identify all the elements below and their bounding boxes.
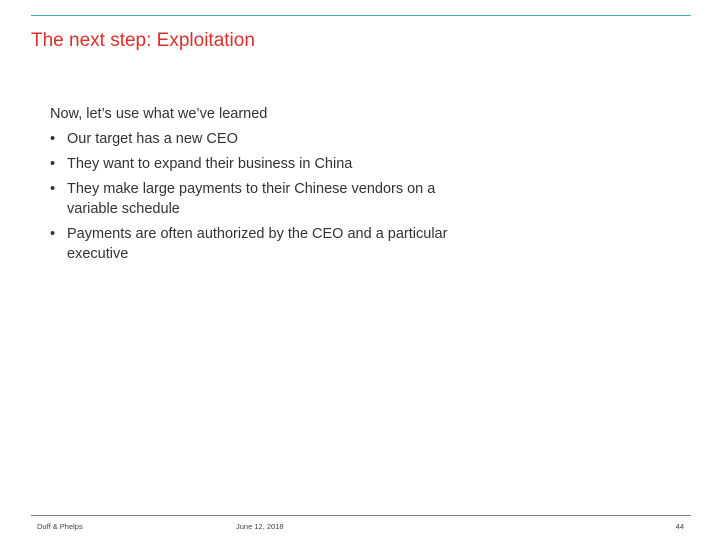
bullet-text: Payments are often authorized by the CEO and a particular executive	[67, 226, 448, 262]
slide-content	[50, 104, 490, 269]
top-divider	[31, 15, 691, 16]
bullet-list	[50, 129, 490, 264]
bullet-icon: •	[50, 131, 56, 147]
bullet-item	[50, 129, 490, 149]
bullet-text: Our target has a new CEO	[67, 131, 238, 147]
lead-text: Now, let’s use what we’ve learned	[50, 106, 268, 122]
bullet-item	[50, 154, 490, 174]
bullet-item	[50, 179, 490, 219]
footer-company: Duff & Phelps	[37, 522, 83, 531]
slide-title: The next step: Exploitation	[31, 30, 255, 51]
footer-date: June 12, 2018	[236, 522, 284, 531]
bullet-icon: •	[50, 181, 56, 197]
bullet-icon: •	[50, 156, 56, 172]
footer-divider	[31, 515, 691, 516]
bullet-item	[50, 224, 490, 264]
bullet-text: They want to expand their business in China	[67, 156, 353, 172]
bullet-text: They make large payments to their Chinese vendors on a variable schedule	[67, 181, 436, 217]
bullet-icon: •	[50, 226, 56, 242]
footer-page-number: 44	[675, 522, 684, 531]
